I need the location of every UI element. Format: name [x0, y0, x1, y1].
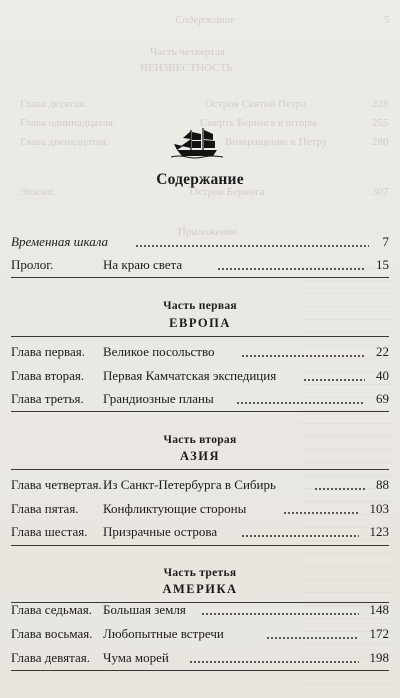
contents-title: Содержание	[156, 171, 244, 188]
ghost-chapter-3: Глава двенадцатая.	[20, 136, 109, 148]
toc-chapter-label: Глава четвертая.	[11, 477, 102, 492]
dot-leader	[266, 637, 359, 639]
toc-entry-chapter-5[interactable]	[11, 500, 389, 518]
dot-leader	[217, 268, 365, 270]
toc-entry-chapter-3[interactable]	[11, 390, 389, 408]
dot-leader	[189, 661, 359, 663]
toc-chapter-title: Чума морей	[103, 650, 169, 665]
part-caption-1: Часть первая	[163, 300, 237, 312]
toc-chapter-title: Грандиозные планы	[103, 391, 214, 406]
toc-chapter-label: Пролог.	[11, 257, 54, 272]
ghost-epilogue-title: Остров Беринга	[190, 186, 265, 198]
toc-chapter-title: На краю света	[103, 257, 183, 272]
ghost-part-title: НЕИЗВЕСТНОСТЬ	[140, 62, 233, 74]
ghost-chapter-1: Глава десятая.	[20, 98, 87, 110]
toc-chapter-title: Из Санкт-Петербурга в Сибирь	[103, 477, 276, 492]
toc-entry-chapter-9[interactable]	[11, 649, 389, 667]
ghost-page-1: 228	[372, 98, 389, 110]
dot-leader	[236, 402, 365, 404]
part-name-1: ЕВРОПА	[169, 316, 231, 330]
ghost-page-2: 255	[372, 117, 389, 129]
toc-page-number: 88	[376, 477, 389, 492]
toc-page-number: 172	[369, 626, 389, 641]
toc-chapter-title: Любопытные встречи	[103, 626, 224, 641]
toc-chapter-title: Конфликтующие стороны	[103, 501, 247, 516]
dot-leader	[135, 245, 369, 247]
ghost-chapter-2: Глава одиннадцатая.	[20, 117, 116, 129]
ghost-page-3: 280	[372, 136, 389, 148]
toc-entry-label: Временная шкала	[11, 234, 109, 249]
toc-chapter-label: Глава первая.	[11, 344, 85, 359]
toc-entry-prologue[interactable]	[11, 256, 389, 274]
toc-page-number: 7	[382, 234, 389, 249]
toc-page-number: 123	[369, 524, 389, 539]
dot-leader	[241, 535, 359, 537]
toc-page-number: 40	[376, 368, 389, 383]
divider	[11, 545, 389, 546]
ghost-epilogue-chapter: Эпилог.	[20, 186, 57, 198]
toc-entry-chapter-6[interactable]	[11, 523, 389, 541]
ghost-appendix: Приложение	[178, 226, 238, 238]
toc-chapter-label: Глава восьмая.	[11, 626, 93, 641]
toc-chapter-label: Глава третья.	[11, 391, 84, 406]
toc-entry-chapter-4[interactable]	[11, 476, 389, 494]
part-name-2: АЗИЯ	[179, 449, 221, 463]
ghost-title-1: Остров Святой Петра	[205, 98, 307, 110]
toc-chapter-title: Великое посольство	[103, 344, 215, 359]
ghost-running-head: Содержание	[175, 14, 236, 26]
ghost-title-3: Возвращение к Петру	[225, 136, 328, 148]
divider	[11, 277, 389, 278]
divider	[11, 336, 389, 337]
toc-page-number: 15	[376, 257, 389, 272]
toc-entry-timeline[interactable]	[11, 233, 389, 251]
dot-leader	[314, 488, 365, 490]
toc-chapter-title: Призрачные острова	[103, 524, 218, 539]
dot-leader	[303, 379, 365, 381]
toc-page-number: 69	[376, 391, 389, 406]
dot-leader	[241, 355, 365, 357]
toc-chapter-label: Глава пятая.	[11, 501, 79, 516]
toc-chapter-label: Глава шестая.	[11, 524, 88, 539]
ghost-part-caption: Часть четвертая	[150, 46, 225, 58]
toc-entry-chapter-7[interactable]	[11, 601, 389, 619]
toc-chapter-title: Большая земля	[103, 602, 186, 617]
toc-page-number: 103	[369, 501, 389, 516]
divider	[11, 411, 389, 412]
part-caption-3: Часть третья	[163, 567, 237, 579]
toc-chapter-label: Глава девятая.	[11, 650, 90, 665]
dot-leader	[283, 512, 359, 514]
toc-page-number: 148	[369, 602, 389, 617]
toc-page-number: 22	[376, 344, 389, 359]
toc-chapter-title: Первая Камчатская экспедиция	[103, 368, 277, 383]
divider	[11, 469, 389, 470]
toc-chapter-label: Глава седьмая.	[11, 602, 92, 617]
dot-leader	[201, 613, 359, 615]
divider	[11, 670, 389, 671]
toc-entry-chapter-1[interactable]	[11, 343, 389, 361]
toc-entry-chapter-8[interactable]	[11, 625, 389, 643]
ghost-title-2: Смерть Беринга в шторм	[200, 117, 317, 129]
part-caption-2: Часть вторая	[163, 434, 237, 446]
sailing-ship-icon	[171, 126, 223, 160]
ghost-page-number: 5	[384, 14, 390, 26]
part-name-3: АМЕРИКА	[162, 582, 238, 596]
toc-entry-chapter-2[interactable]	[11, 367, 389, 385]
ghost-epilogue-page: 307	[372, 186, 389, 198]
toc-page-number: 198	[369, 650, 389, 665]
toc-chapter-label: Глава вторая.	[11, 368, 85, 383]
